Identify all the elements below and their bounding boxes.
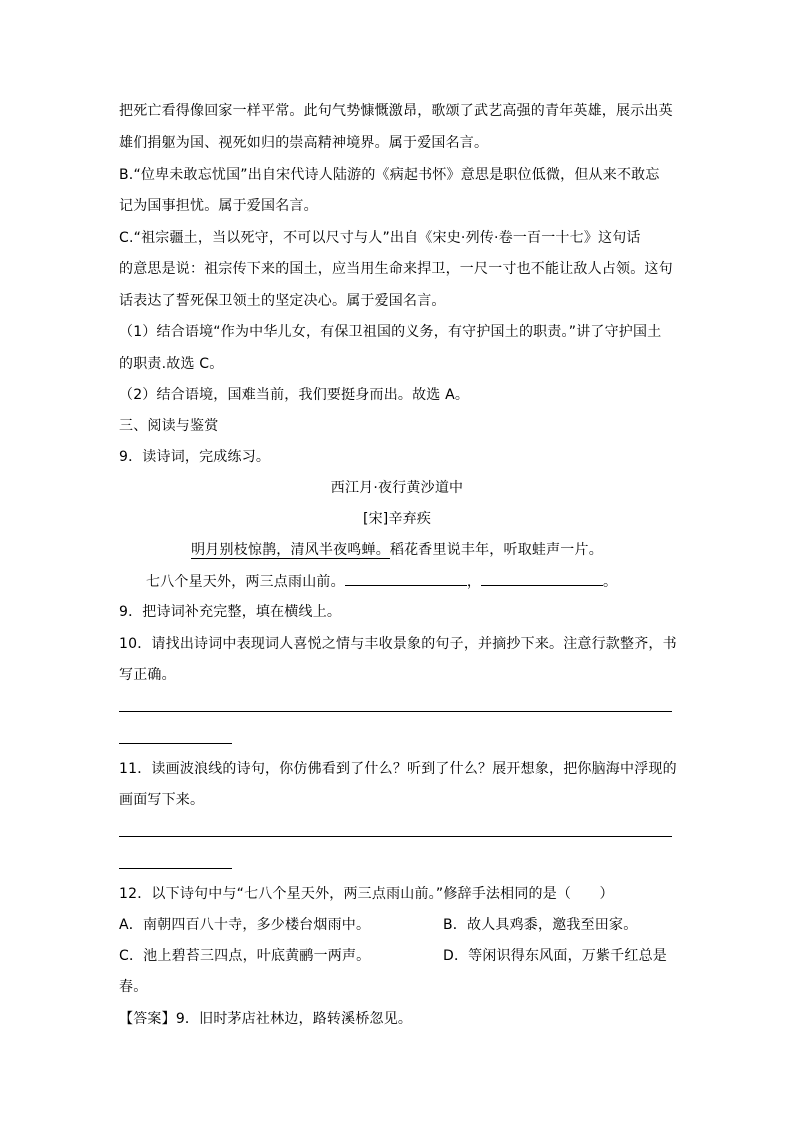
poem-line-2: 七八个星天外，两三点雨山前。 ， 。 — [146, 571, 617, 592]
question-12: 12．以下诗句中与“七八个星天外，两三点雨山前。”修辞手法相同的是（ ） — [119, 886, 614, 902]
underlined-verse: 明月别枝惊鹊，清风半夜鸣蝉。 — [191, 542, 390, 558]
text-line: 记为国事担忧。属于爱国名言。 — [119, 198, 318, 214]
fill-blank-2[interactable] — [481, 571, 603, 586]
answer-section — [119, 1009, 412, 1029]
text-line: 的意思是说：祖宗传下来的国土，应当用生命来捍卫，一尺一寸也不能让敌人占领。这句 — [119, 261, 673, 277]
section-heading: 三、阅读与鉴赏 — [119, 418, 219, 434]
text-line: 写正确。 — [119, 667, 176, 683]
option-d[interactable]: D．等闲识得东风面，万紫千红总是 — [443, 948, 667, 964]
poem-author: [宋]辛弃疾 — [362, 511, 432, 527]
text-line: 画面写下来。 — [119, 792, 205, 808]
option-b[interactable]: B．故人具鸡黍，邀我至田家。 — [443, 917, 638, 933]
fill-blank-1[interactable] — [345, 571, 467, 586]
answer-line[interactable] — [119, 743, 232, 744]
option-b-explanation: B.“位卑未敢忘忧国”出自宋代诗人陆游的《病起书怀》意思是职位低微，但从来不敢忘 — [119, 167, 660, 183]
question-9: 9．把诗词补充完整，填在横线上。 — [119, 604, 342, 620]
option-c-explanation: C.“祖宗疆土，当以死守，不可以尺寸与人”出自《宋史·列传·卷一百一十七》这句话 — [119, 230, 641, 246]
answer-line[interactable] — [119, 868, 232, 869]
verse: 七八个星天外，两三点雨山前。 — [146, 574, 345, 590]
option-c[interactable]: C．池上碧苔三四点，叶底黄鹂一两声。 — [119, 948, 371, 964]
text-line: 雄们捐躯为国、视死如归的崇高精神境界。属于爱国名言。 — [119, 135, 489, 151]
answer-line[interactable] — [119, 711, 672, 712]
question-11: 11．读画波浪线的诗句，你仿佛看到了什么？听到了什么？展开想象，把你脑海中浮现的 — [119, 761, 677, 777]
verse: 稻花香里说丰年，听取蛙声一片。 — [389, 542, 603, 558]
text-line: 的职责.故选 C。 — [119, 356, 224, 372]
option-a[interactable]: A．南朝四百八十寺，多少楼台烟雨中。 — [119, 917, 371, 933]
text-line: 春。 — [119, 979, 148, 995]
text-line: 把死亡看得像回家一样平常。此句气势慷慨激昂，歌颂了武艺高强的青年英雄，展示出英 — [119, 103, 673, 119]
text-line: 话表达了誓死保卫领土的坚定决心。属于爱国名言。 — [119, 293, 446, 309]
answer-line[interactable] — [119, 836, 672, 837]
answer-part-2: （2）结合语境，国难当前，我们要挺身而出。故选 A。 — [119, 387, 470, 403]
poem-title: 西江月·夜行黄沙道中 — [330, 480, 464, 496]
answer-text: 9．旧时茅店社林边，路转溪桥忽见。 — [175, 1011, 413, 1027]
poem-line-1 — [0, 540, 794, 560]
question-10: 10．请找出诗词中表现词人喜悦之情与丰收景象的句子，并摘抄下来。注意行款整齐，书 — [119, 636, 677, 652]
answer-label: 【答案】 — [119, 1011, 176, 1027]
question-9-intro: 9．读诗词，完成练习。 — [119, 449, 271, 465]
answer-part-1: （1）结合语境“作为中华儿女，有保卫祖国的义务，有守护国土的职责。”讲了守护国土 — [119, 324, 662, 340]
